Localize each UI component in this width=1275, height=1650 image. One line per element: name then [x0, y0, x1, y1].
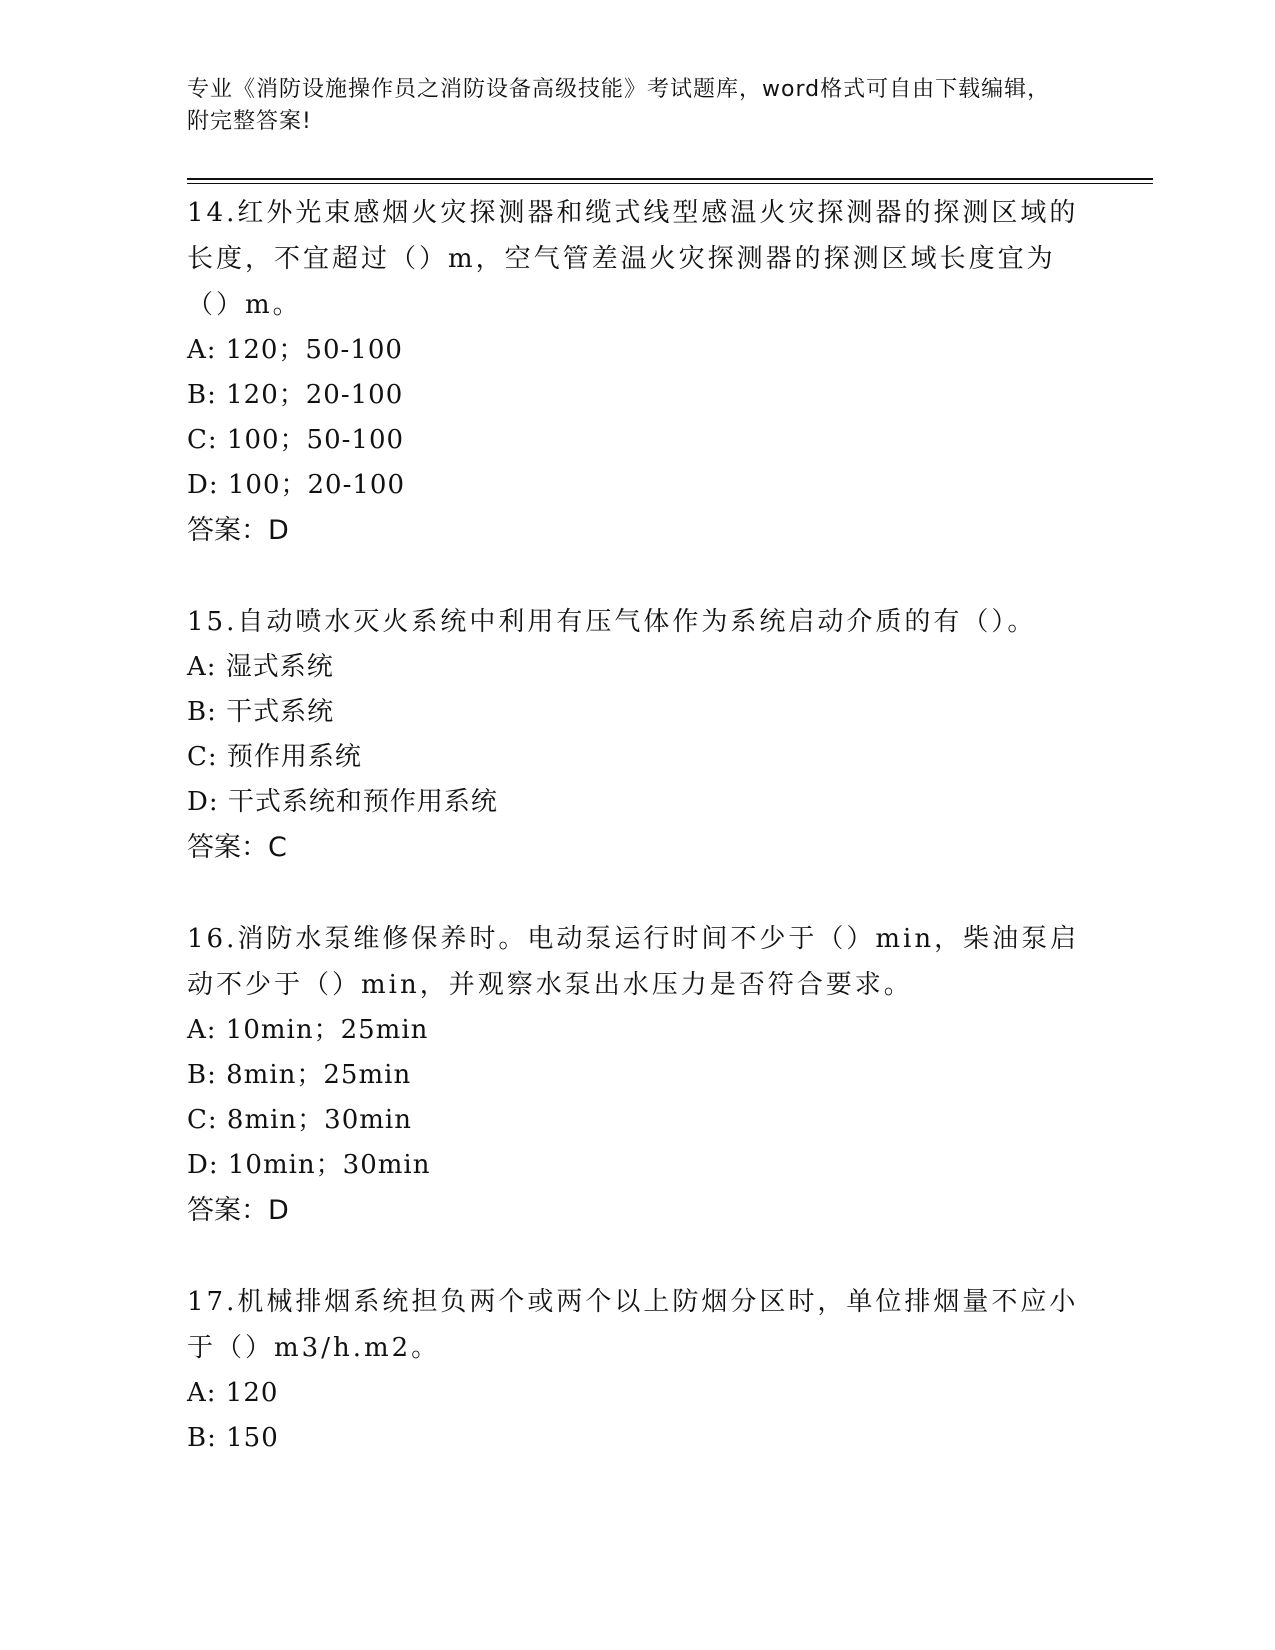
question-stem: 16.消防水泵维修保养时。电动泵运行时间不少于（）min，柴油泵启动不少于（）min，并观察水泵出水压力是否符合要求。 — [187, 924, 1080, 1000]
question-14 — [187, 190, 1087, 554]
question-stem: 14.红外光束感烟火灾探测器和缆式线型感温火灾探测器的探测区域的长度，不宜超过（）m，空气管差温火灾探测器的探测区域长度宜为（）m。 — [187, 198, 1079, 320]
question-17 — [187, 1279, 1087, 1461]
option-a: A: 10min；25min — [187, 1015, 429, 1045]
option-d: D: 10min；30min — [187, 1150, 431, 1180]
header-divider-thin — [187, 183, 1153, 184]
option-c: C: 8min；30min — [187, 1105, 412, 1135]
question-15 — [187, 599, 1087, 871]
question-stem: 15.自动喷水灭火系统中利用有压气体作为系统启动介质的有（）。 — [187, 607, 1037, 637]
option-b: B: 150 — [187, 1423, 279, 1453]
option-d: D: 100；20-100 — [187, 470, 405, 500]
answer-label: 答案：D — [187, 515, 289, 546]
option-a: A: 120；50-100 — [187, 335, 403, 365]
answer-label: 答案：D — [187, 1195, 289, 1226]
option-d: D: 干式系统和预作用系统 — [187, 787, 498, 817]
option-a: A: 120 — [187, 1378, 279, 1408]
option-c: C: 100；50-100 — [187, 425, 405, 455]
header-divider-thick — [187, 178, 1153, 180]
question-list — [187, 190, 1087, 1506]
option-b: B: 8min；25min — [187, 1060, 412, 1090]
document-header: 专业《消防设施操作员之消防设备高级技能》考试题库，word格式可自由下载编辑，附完整答案! — [187, 77, 1051, 134]
option-a: A: 湿式系统 — [187, 652, 334, 682]
option-b: B: 干式系统 — [187, 697, 335, 727]
question-stem: 17.机械排烟系统担负两个或两个以上防烟分区时，单位排烟量不应小于（）m3/h.m2。 — [187, 1287, 1079, 1363]
option-c: C: 预作用系统 — [187, 742, 362, 772]
option-b: B: 120；20-100 — [187, 380, 404, 410]
answer-label: 答案：C — [187, 832, 287, 863]
question-16 — [187, 916, 1087, 1234]
